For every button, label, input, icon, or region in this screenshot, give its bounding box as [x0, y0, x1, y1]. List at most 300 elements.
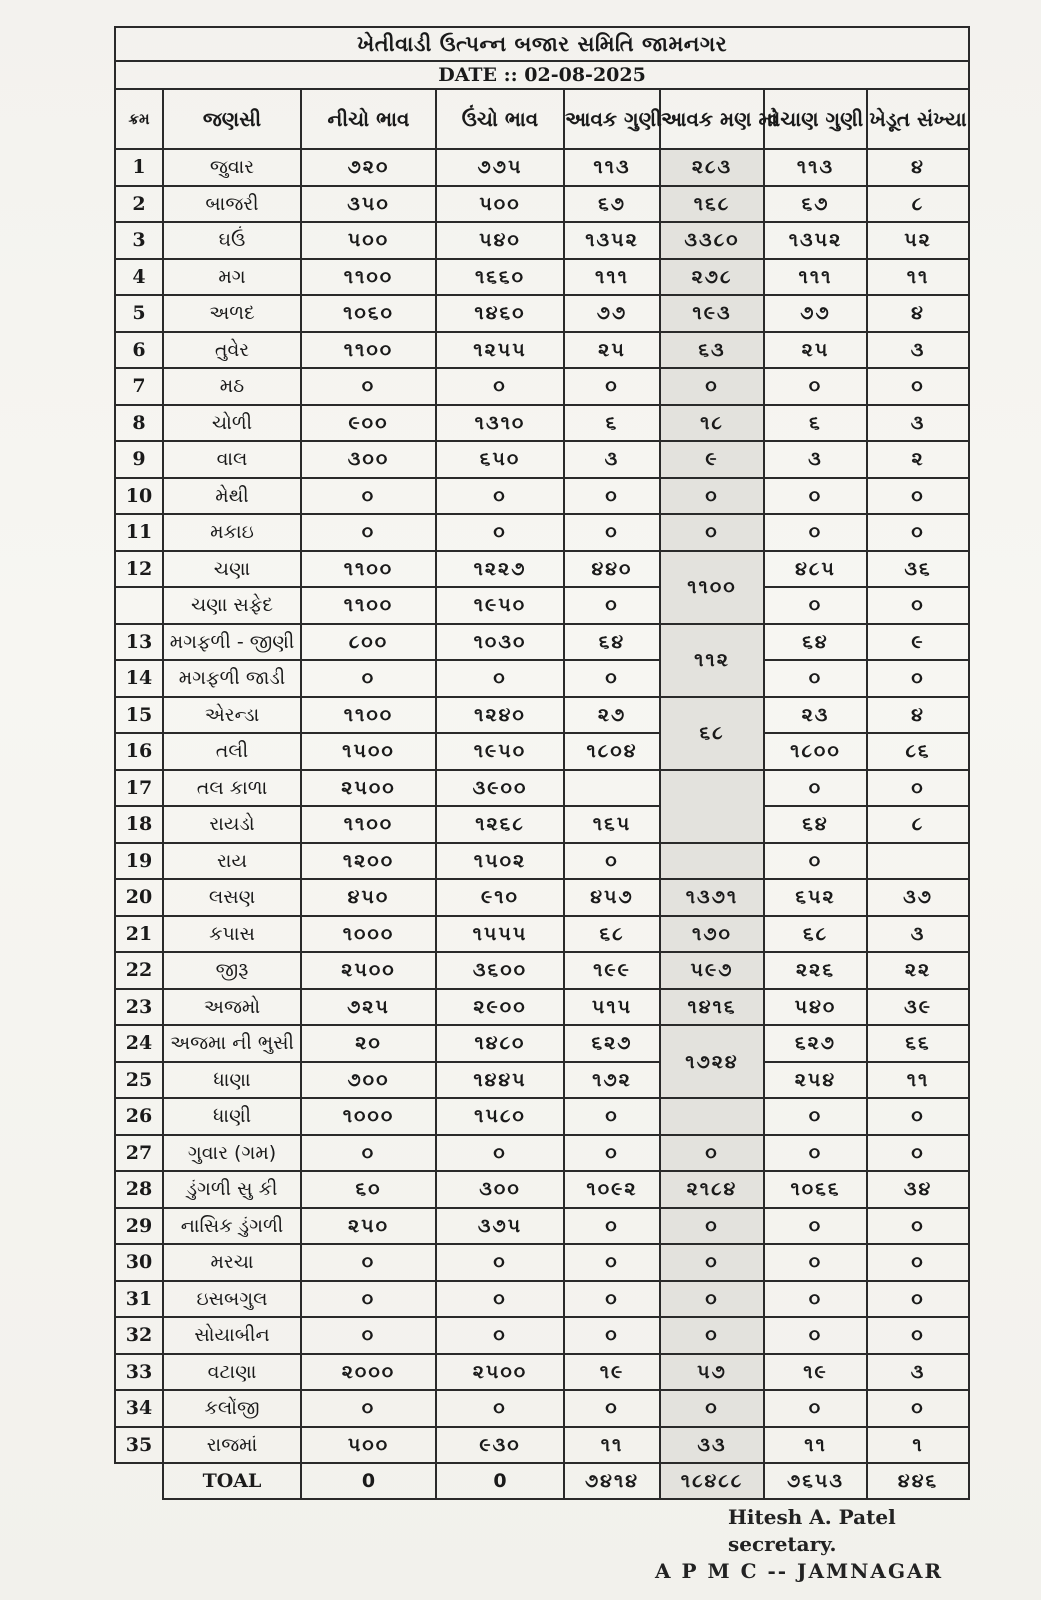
table-row — [115, 1171, 969, 1208]
row-crop-name: અજમા ની ભુસી — [163, 1025, 301, 1062]
row-sales-bags: ૬૪ — [764, 806, 867, 843]
row-high-price: ૩૯૦૦ — [436, 770, 564, 807]
table-row — [115, 295, 969, 332]
row-crop-name: તુવેર — [163, 332, 301, 369]
row-high-price: ૦ — [436, 1317, 564, 1354]
row-high-price: ૧૯૫૦ — [436, 733, 564, 770]
row-arrival-maund: ૧૯૩ — [660, 295, 764, 332]
row-arrival-maund — [660, 770, 764, 843]
row-arrival-bags: ૩ — [564, 441, 660, 478]
row-high-price: ૧૯૫૦ — [436, 587, 564, 624]
row-farmers: ૩ — [867, 405, 969, 442]
header-sr: ક્રમ — [115, 89, 163, 149]
table-row — [115, 1244, 969, 1281]
row-sales-bags: ૩ — [764, 441, 867, 478]
row-high-price: ૨૯૦૦ — [436, 989, 564, 1026]
table-row — [115, 514, 969, 551]
row-low-price: ૨૦ — [301, 1025, 436, 1062]
row-crop-name: રાય — [163, 843, 301, 880]
row-low-price: ૧૧૦૦ — [301, 806, 436, 843]
row-sales-bags: ૦ — [764, 1135, 867, 1172]
row-high-price: ૧૦૩૦ — [436, 624, 564, 661]
row-sales-bags: ૦ — [764, 1390, 867, 1427]
table-row — [115, 478, 969, 515]
row-sales-bags: ૦ — [764, 1244, 867, 1281]
row-low-price: ૭૨૦ — [301, 149, 436, 186]
total-sales: ૭૬૫૩ — [764, 1463, 867, 1499]
row-farmers: ૩૭ — [867, 879, 969, 916]
row-arrival-maund: ૫૯૭ — [660, 952, 764, 989]
row-high-price: ૧૫૮૦ — [436, 1098, 564, 1135]
row-crop-name: તલી — [163, 733, 301, 770]
row-arrival-bags: ૭૭ — [564, 295, 660, 332]
table-row — [115, 332, 969, 369]
row-crop-name: નાસિક ડુંગળી — [163, 1208, 301, 1245]
row-high-price: ૧૩૧૦ — [436, 405, 564, 442]
row-sr: 1 — [115, 149, 163, 186]
row-farmers: ૧૧ — [867, 1062, 969, 1099]
row-arrival-maund: ૧૮ — [660, 405, 764, 442]
row-sr: 2 — [115, 186, 163, 223]
table-row — [115, 1354, 969, 1391]
row-high-price: ૧૨૬૮ — [436, 806, 564, 843]
table-row — [115, 1427, 969, 1464]
row-sr — [115, 587, 163, 624]
signatory-name: Hitesh A. Patel — [728, 1505, 896, 1529]
row-arrival-bags: ૪૪૦ — [564, 551, 660, 588]
table-row — [115, 806, 969, 843]
row-crop-name: મગફળી જાડી — [163, 660, 301, 697]
row-farmers: ૨ — [867, 441, 969, 478]
row-sales-bags: ૦ — [764, 660, 867, 697]
row-farmers: ૦ — [867, 660, 969, 697]
row-crop-name: વાલ — [163, 441, 301, 478]
row-sr: 12 — [115, 551, 163, 588]
row-sales-bags: ૦ — [764, 1208, 867, 1245]
row-crop-name: અળદ — [163, 295, 301, 332]
row-sales-bags: ૨૩ — [764, 697, 867, 734]
row-sr: 28 — [115, 1171, 163, 1208]
row-arrival-bags: ૨૭ — [564, 697, 660, 734]
row-high-price: ૬૫૦ — [436, 441, 564, 478]
row-low-price: ૮૦૦ — [301, 624, 436, 661]
row-crop-name: એરન્ડા — [163, 697, 301, 734]
row-high-price: ૩૭૫ — [436, 1208, 564, 1245]
row-arrival-maund: ૩૩ — [660, 1427, 764, 1464]
row-high-price: ૭૭૫ — [436, 149, 564, 186]
row-arrival-bags: ૧૩૫૨ — [564, 222, 660, 259]
row-arrival-maund: ૨૧૮૪ — [660, 1171, 764, 1208]
row-high-price: ૧૨૪૦ — [436, 697, 564, 734]
row-arrival-bags: ૪૫૭ — [564, 879, 660, 916]
row-sr: 35 — [115, 1427, 163, 1464]
row-low-price: ૨૫૦ — [301, 1208, 436, 1245]
row-arrival-bags: ૦ — [564, 1281, 660, 1318]
row-arrival-maund: ૫૭ — [660, 1354, 764, 1391]
table-row — [115, 149, 969, 186]
row-farmers: ૧૧ — [867, 259, 969, 296]
row-high-price: ૧૫૫૫ — [436, 916, 564, 953]
row-sales-bags: ૦ — [764, 478, 867, 515]
table-row — [115, 1062, 969, 1099]
row-low-price: ૦ — [301, 1281, 436, 1318]
row-low-price: ૭૦૦ — [301, 1062, 436, 1099]
table-row — [115, 551, 969, 588]
total-blank — [115, 1463, 163, 1499]
row-arrival-maund: ૩૩૮૦ — [660, 222, 764, 259]
row-farmers: ૫૨ — [867, 222, 969, 259]
row-low-price: ૪૫૦ — [301, 879, 436, 916]
table-row — [115, 368, 969, 405]
row-arrival-bags: ૧૦૯૨ — [564, 1171, 660, 1208]
row-high-price: ૨૫૦૦ — [436, 1354, 564, 1391]
row-high-price: ૧૫૦૨ — [436, 843, 564, 880]
header-farmers: ખેડૂત સંખ્યા — [867, 89, 969, 149]
row-farmers: ૯ — [867, 624, 969, 661]
row-crop-name: રાજમાં — [163, 1427, 301, 1464]
row-sr: 18 — [115, 806, 163, 843]
row-arrival-maund: ૯ — [660, 441, 764, 478]
row-sales-bags: ૨૨૬ — [764, 952, 867, 989]
row-low-price: ૩૫૦ — [301, 186, 436, 223]
row-arrival-maund: ૧૧૦૦ — [660, 551, 764, 624]
row-low-price: ૦ — [301, 478, 436, 515]
row-crop-name: ચોળી — [163, 405, 301, 442]
row-farmers: ૦ — [867, 1244, 969, 1281]
row-crop-name: વટાણા — [163, 1354, 301, 1391]
document-date: DATE :: 02-08-2025 — [115, 61, 969, 89]
table-row — [115, 405, 969, 442]
table-row — [115, 770, 969, 807]
row-low-price: ૧૦૦૦ — [301, 916, 436, 953]
row-sr: 26 — [115, 1098, 163, 1135]
row-farmers: ૬૬ — [867, 1025, 969, 1062]
row-farmers: ૨૨ — [867, 952, 969, 989]
row-sales-bags: ૦ — [764, 587, 867, 624]
row-farmers: ૦ — [867, 1390, 969, 1427]
organization-name: A P M C -- JAMNAGAR — [655, 1559, 944, 1583]
row-sales-bags: ૧૦૬૬ — [764, 1171, 867, 1208]
row-crop-name: લસણ — [163, 879, 301, 916]
row-crop-name: સોયાબીન — [163, 1317, 301, 1354]
row-sales-bags: ૦ — [764, 1317, 867, 1354]
row-sr: 13 — [115, 624, 163, 661]
row-low-price: ૧૧૦૦ — [301, 587, 436, 624]
row-arrival-bags: ૦ — [564, 514, 660, 551]
row-sr: 32 — [115, 1317, 163, 1354]
row-crop-name: ચણા — [163, 551, 301, 588]
row-crop-name: ઇસબગુલ — [163, 1281, 301, 1318]
row-sales-bags: ૭૭ — [764, 295, 867, 332]
row-arrival-bags: ૨૫ — [564, 332, 660, 369]
row-sales-bags: ૧૩૫૨ — [764, 222, 867, 259]
row-sr: 15 — [115, 697, 163, 734]
row-sales-bags: ૬ — [764, 405, 867, 442]
row-farmers: ૦ — [867, 514, 969, 551]
row-high-price: ૦ — [436, 660, 564, 697]
row-sales-bags: ૦ — [764, 1281, 867, 1318]
total-farmers: ૪૪૬ — [867, 1463, 969, 1499]
table-row — [115, 1208, 969, 1245]
row-sr: 11 — [115, 514, 163, 551]
row-sales-bags: ૬૨૭ — [764, 1025, 867, 1062]
row-low-price: ૭૨૫ — [301, 989, 436, 1026]
row-arrival-bags: ૬૮ — [564, 916, 660, 953]
row-sr: 14 — [115, 660, 163, 697]
row-crop-name: મગફળી - જીણી — [163, 624, 301, 661]
row-crop-name: જીરૂ — [163, 952, 301, 989]
row-low-price: ૯૦૦ — [301, 405, 436, 442]
row-arrival-bags: ૦ — [564, 368, 660, 405]
row-sales-bags: ૪૮૫ — [764, 551, 867, 588]
table-row — [115, 624, 969, 661]
row-arrival-maund: ૧૪૧૬ — [660, 989, 764, 1026]
row-sales-bags: ૬૪ — [764, 624, 867, 661]
row-sales-bags: ૦ — [764, 514, 867, 551]
row-farmers: ૦ — [867, 1281, 969, 1318]
row-sr: 23 — [115, 989, 163, 1026]
table-row — [115, 697, 969, 734]
row-low-price: ૧૨૦૦ — [301, 843, 436, 880]
row-arrival-bags: ૧૧ — [564, 1427, 660, 1464]
row-sales-bags: ૧૧૩ — [764, 149, 867, 186]
table-row — [115, 222, 969, 259]
row-sr: 5 — [115, 295, 163, 332]
row-sr: 6 — [115, 332, 163, 369]
row-sr: 30 — [115, 1244, 163, 1281]
row-high-price: ૧૪૮૦ — [436, 1025, 564, 1062]
row-arrival-maund: ૨૮૩ — [660, 149, 764, 186]
row-farmers: ૩ — [867, 916, 969, 953]
row-low-price: ૧૦૬૦ — [301, 295, 436, 332]
row-high-price: ૩૬૦૦ — [436, 952, 564, 989]
row-arrival-bags: ૦ — [564, 478, 660, 515]
row-sr: 27 — [115, 1135, 163, 1172]
row-farmers — [867, 843, 969, 880]
table-row — [115, 1135, 969, 1172]
row-arrival-maund: ૬૩ — [660, 332, 764, 369]
row-sales-bags: ૧૮૦૦ — [764, 733, 867, 770]
row-farmers: ૮ — [867, 806, 969, 843]
header-arrival-maund: આવક મણ માં — [660, 89, 764, 149]
row-low-price: ૦ — [301, 660, 436, 697]
row-arrival-bags: ૦ — [564, 660, 660, 697]
row-low-price: ૨૫૦૦ — [301, 770, 436, 807]
row-high-price: ૯૩૦ — [436, 1427, 564, 1464]
row-arrival-bags: ૦ — [564, 587, 660, 624]
row-low-price: ૨૦૦૦ — [301, 1354, 436, 1391]
row-sr: 16 — [115, 733, 163, 770]
row-sales-bags: ૧૯ — [764, 1354, 867, 1391]
row-arrival-bags: ૬૪ — [564, 624, 660, 661]
row-crop-name: તલ કાળા — [163, 770, 301, 807]
row-crop-name: મરચા — [163, 1244, 301, 1281]
table-row — [115, 186, 969, 223]
row-low-price: ૦ — [301, 1135, 436, 1172]
row-sales-bags: ૬૫૨ — [764, 879, 867, 916]
row-arrival-bags: ૦ — [564, 1208, 660, 1245]
row-crop-name: મેથી — [163, 478, 301, 515]
table-row — [115, 733, 969, 770]
row-sr: 17 — [115, 770, 163, 807]
row-arrival-maund: ૦ — [660, 1390, 764, 1427]
row-arrival-maund: ૧૩૭૧ — [660, 879, 764, 916]
row-arrival-maund — [660, 843, 764, 880]
table-row — [115, 916, 969, 953]
row-sr: 19 — [115, 843, 163, 880]
row-high-price: ૦ — [436, 1135, 564, 1172]
row-arrival-bags: ૧૧૧ — [564, 259, 660, 296]
row-crop-name: રાયડો — [163, 806, 301, 843]
row-low-price: ૫૦૦ — [301, 1427, 436, 1464]
row-farmers: ૩ — [867, 332, 969, 369]
row-farmers: ૪ — [867, 295, 969, 332]
row-farmers: ૧ — [867, 1427, 969, 1464]
row-low-price: ૩૦૦ — [301, 441, 436, 478]
row-low-price: ૧૧૦૦ — [301, 697, 436, 734]
total-high: 0 — [436, 1463, 564, 1499]
row-high-price: ૫૦૦ — [436, 186, 564, 223]
row-arrival-maund: ૦ — [660, 1208, 764, 1245]
row-high-price: ૩૦૦ — [436, 1171, 564, 1208]
row-sales-bags: ૦ — [764, 368, 867, 405]
row-sales-bags: ૬૭ — [764, 186, 867, 223]
row-arrival-maund: ૧૧૨ — [660, 624, 764, 697]
row-crop-name: બાજરી — [163, 186, 301, 223]
row-farmers: ૪ — [867, 697, 969, 734]
row-sr: 20 — [115, 879, 163, 916]
row-sr: 34 — [115, 1390, 163, 1427]
table-row — [115, 989, 969, 1026]
row-arrival-bags: ૬૭ — [564, 186, 660, 223]
row-sr: 22 — [115, 952, 163, 989]
row-sales-bags: ૦ — [764, 1098, 867, 1135]
row-arrival-maund: ૧૭૦ — [660, 916, 764, 953]
row-sales-bags: ૬૮ — [764, 916, 867, 953]
row-farmers: ૮૬ — [867, 733, 969, 770]
document-title: ખેતીવાડી ઉત્પન્ન બજાર સમિતિ જામનગર — [115, 27, 969, 61]
row-crop-name: મગ — [163, 259, 301, 296]
row-low-price: ૧૦૦૦ — [301, 1098, 436, 1135]
row-arrival-bags: ૦ — [564, 1317, 660, 1354]
row-farmers: ૦ — [867, 478, 969, 515]
row-arrival-maund: ૦ — [660, 368, 764, 405]
row-low-price: ૧૧૦૦ — [301, 551, 436, 588]
row-arrival-bags: ૦ — [564, 843, 660, 880]
row-low-price: ૫૦૦ — [301, 222, 436, 259]
row-sr: 7 — [115, 368, 163, 405]
row-sales-bags: ૨૫ — [764, 332, 867, 369]
row-farmers: ૦ — [867, 770, 969, 807]
row-arrival-bags: ૧૬૫ — [564, 806, 660, 843]
row-arrival-maund — [660, 1098, 764, 1135]
row-arrival-maund: ૦ — [660, 1281, 764, 1318]
total-arrival-bags: ૭૪૧૪ — [564, 1463, 660, 1499]
row-arrival-bags: ૬ — [564, 405, 660, 442]
total-label: TOAL — [163, 1463, 301, 1499]
row-crop-name: ગુવાર (ગમ) — [163, 1135, 301, 1172]
row-arrival-bags: ૧૮૦૪ — [564, 733, 660, 770]
row-crop-name: ધાણી — [163, 1098, 301, 1135]
row-sr: 4 — [115, 259, 163, 296]
row-sr: 24 — [115, 1025, 163, 1062]
row-arrival-bags: ૦ — [564, 1098, 660, 1135]
table-body — [115, 149, 969, 1463]
row-arrival-bags: ૧૯ — [564, 1354, 660, 1391]
row-high-price: ૦ — [436, 368, 564, 405]
row-low-price: ૦ — [301, 1244, 436, 1281]
row-low-price: ૦ — [301, 514, 436, 551]
row-high-price: ૦ — [436, 1390, 564, 1427]
row-high-price: ૦ — [436, 514, 564, 551]
row-sales-bags: ૫૪૦ — [764, 989, 867, 1026]
row-high-price: ૧૪૪૫ — [436, 1062, 564, 1099]
row-farmers: ૦ — [867, 587, 969, 624]
table-row — [115, 587, 969, 624]
header-arrival-bags: આવક ગુણી — [564, 89, 660, 149]
row-arrival-bags: ૬૨૭ — [564, 1025, 660, 1062]
row-low-price: ૧૧૦૦ — [301, 259, 436, 296]
row-farmers: ૦ — [867, 1208, 969, 1245]
row-sales-bags: ૦ — [764, 843, 867, 880]
row-farmers: ૮ — [867, 186, 969, 223]
row-sr: 8 — [115, 405, 163, 442]
header-high-price: ઉંચો ભાવ — [436, 89, 564, 149]
row-sr: 10 — [115, 478, 163, 515]
table-row — [115, 843, 969, 880]
row-low-price: ૧૧૦૦ — [301, 332, 436, 369]
row-arrival-bags: ૦ — [564, 1244, 660, 1281]
row-farmers: ૩૯ — [867, 989, 969, 1026]
row-crop-name: ડુંગળી સુ કી — [163, 1171, 301, 1208]
row-farmers: ૪ — [867, 149, 969, 186]
row-farmers: ૩૪ — [867, 1171, 969, 1208]
row-farmers: ૦ — [867, 368, 969, 405]
row-high-price: ૦ — [436, 1281, 564, 1318]
row-crop-name: ચણા સફેદ — [163, 587, 301, 624]
row-arrival-maund: ૧૬૮ — [660, 186, 764, 223]
row-arrival-bags: ૦ — [564, 1390, 660, 1427]
row-low-price: ૧૫૦૦ — [301, 733, 436, 770]
table-row — [115, 1317, 969, 1354]
table-row — [115, 441, 969, 478]
row-crop-name: ધાણા — [163, 1062, 301, 1099]
market-rates-table — [114, 26, 970, 1500]
row-sr: 9 — [115, 441, 163, 478]
table-row — [115, 1098, 969, 1135]
row-low-price: ૦ — [301, 1390, 436, 1427]
row-sales-bags: ૧૧૧ — [764, 259, 867, 296]
row-high-price: ૧૨૫૫ — [436, 332, 564, 369]
row-high-price: ૧૬૬૦ — [436, 259, 564, 296]
row-low-price: ૨૫૦૦ — [301, 952, 436, 989]
total-low: 0 — [301, 1463, 436, 1499]
header-crop: જણસી — [163, 89, 301, 149]
row-arrival-bags — [564, 770, 660, 807]
row-sales-bags: ૦ — [764, 770, 867, 807]
table-row — [115, 660, 969, 697]
row-low-price: ૦ — [301, 368, 436, 405]
row-arrival-maund: ૦ — [660, 1317, 764, 1354]
row-arrival-bags: ૦ — [564, 1135, 660, 1172]
row-crop-name: કપાસ — [163, 916, 301, 953]
row-low-price: ૦ — [301, 1317, 436, 1354]
row-arrival-maund: ૦ — [660, 1135, 764, 1172]
row-crop-name: અજમો — [163, 989, 301, 1026]
row-arrival-maund: ૨૭૮ — [660, 259, 764, 296]
row-sr: 33 — [115, 1354, 163, 1391]
row-high-price: ૦ — [436, 1244, 564, 1281]
